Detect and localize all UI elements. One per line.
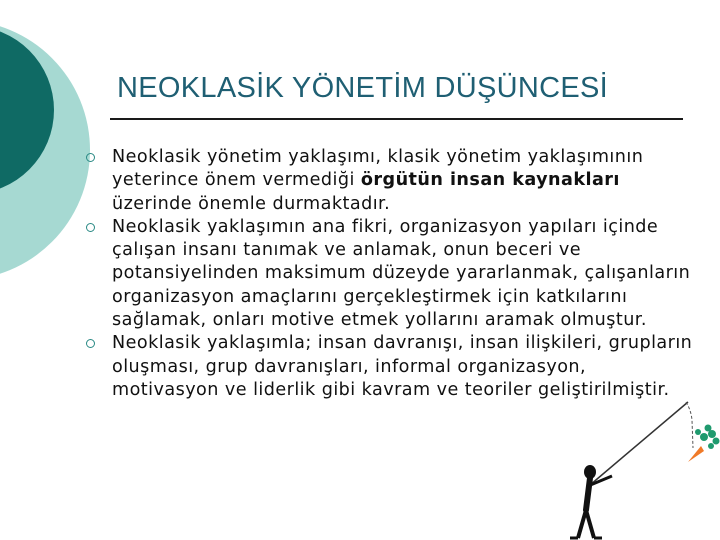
bullet-text: Neoklasik yaklaşımın ana fikri, organizasyon yapıları içinde çalışan insanı tanımak ve anlamak, onun beceri ve potansiyelinden maksimum düzeyde yararlanmak, çalışanların organizasyon amaçlarını gerçekleştirmek için katkılarını sağlamak, onları motive etmek yollarını aramak olmuştur.	[112, 216, 691, 331]
circle-bullet-icon	[86, 339, 95, 348]
bullet-text: üzerinde önemle durmaktadır.	[112, 193, 391, 214]
bullet-item	[86, 216, 698, 332]
bullet-item	[86, 146, 698, 216]
circle-bullet-icon	[86, 153, 95, 162]
stickman-carrot-icon	[560, 390, 720, 540]
bullet-bold-text: örgütün insan kaynakları	[360, 170, 620, 191]
slide-title: NEOKLASİK YÖNETİM DÜŞÜNCESİ	[117, 72, 609, 104]
circle-bullet-icon	[86, 223, 95, 232]
bullet-text: Neoklasik yönetim yaklaşımı, klasik yönetim yaklaşımının yeterince önem vermediği	[112, 147, 644, 191]
bullet-list	[86, 146, 698, 402]
bullet-text: Neoklasik yaklaşımla; insan davranışı, insan ilişkileri, grupların oluşması, grup davranışları, informal organizasyon, motivasyon ve liderlik gibi kavram ve teoriler geliştirilmiştir.	[112, 333, 693, 400]
title-divider	[110, 118, 683, 120]
